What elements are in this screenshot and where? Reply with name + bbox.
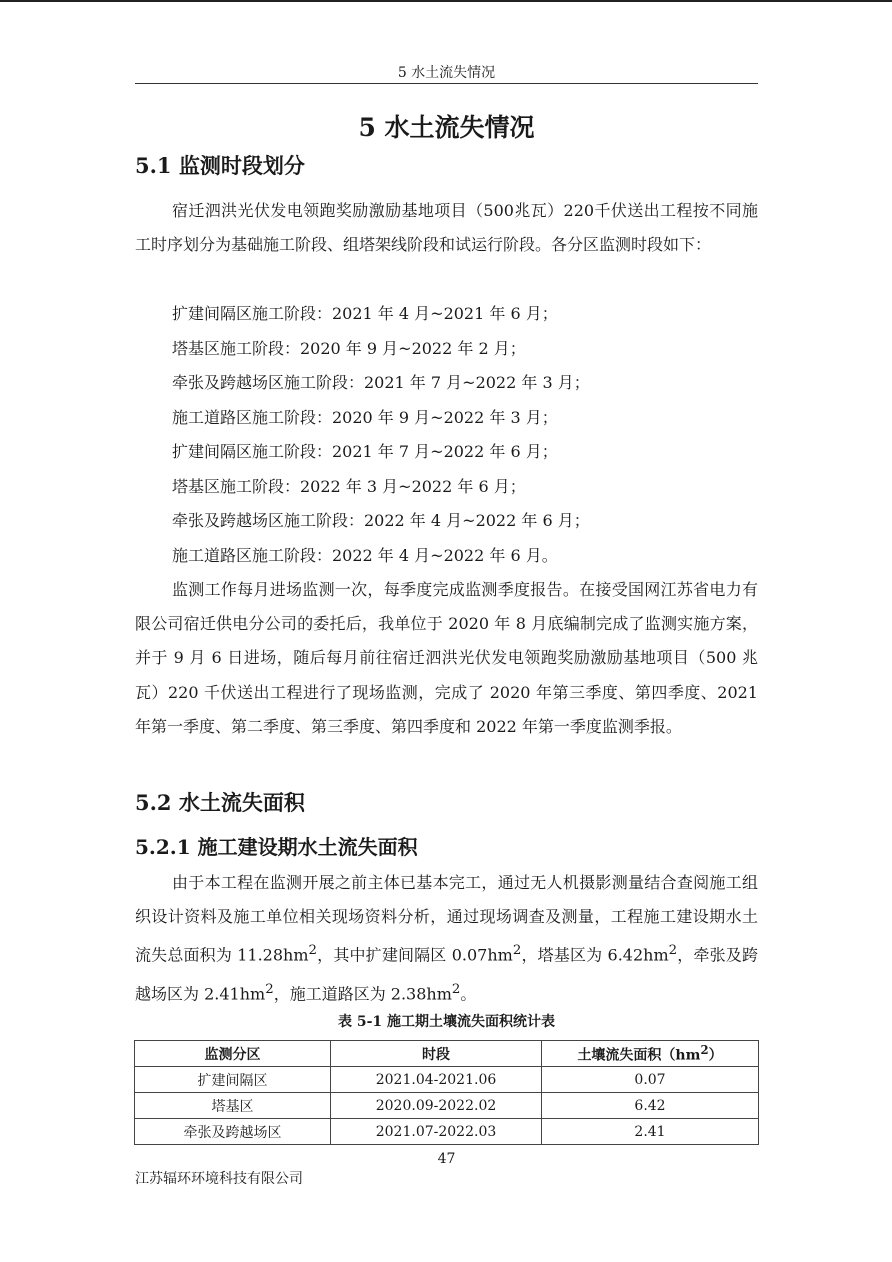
header-rule	[135, 83, 758, 84]
period-line-4: 施工道路区施工阶段：2020 年 9 月~2022 年 3 月；	[172, 408, 558, 427]
table-row	[135, 1067, 759, 1093]
cell-zone: 塔基区	[135, 1093, 331, 1119]
period-line-5: 扩建间隔区施工阶段：2021 年 7 月~2022 年 6 月；	[172, 442, 558, 461]
period-line-8: 施工道路区施工阶段：2022 年 4 月~2022 年 6 月。	[172, 546, 558, 565]
area-text-4: ，牵张及跨越场区为 2.41hm	[135, 945, 758, 1004]
period-line-6: 塔基区施工阶段：2022 年 3 月~2022 年 6 月；	[172, 477, 526, 496]
running-header: 5 水土流失情况	[397, 65, 496, 81]
period-line-2: 塔基区施工阶段：2020 年 9 月~2022 年 2 月；	[172, 339, 526, 358]
col-header-zone: 监测分区	[135, 1041, 331, 1067]
period-line-1: 扩建间隔区施工阶段：2021 年 4 月~2021 年 6 月；	[172, 304, 558, 323]
area-text-5: ，施工道路区为 2.38hm	[273, 984, 452, 1004]
col-header-area-close: ）	[708, 1047, 723, 1064]
col-header-area-text: 土壤流失面积（hm	[577, 1047, 701, 1064]
area-text-6: 。	[460, 984, 477, 1004]
section-5-1-intro: 宿迁泗洪光伏发电领跑奖励激励基地项目（500兆瓦）220千伏送出工程按不同施工时序划分为基础施工阶段、组塔架线阶段和试运行阶段。各分区监测时段如下：	[135, 201, 758, 255]
area-text-2: ，其中扩建间隔区 0.07hm	[317, 945, 513, 965]
sup-2: 2	[668, 943, 678, 959]
sup-2: 2	[265, 981, 274, 997]
table-header-row	[135, 1041, 759, 1067]
cell-period: 2021.07-2022.03	[331, 1119, 542, 1145]
monitoring-work-paragraph: 监测工作每月进场监测一次，每季度完成监测季度报告。在接受国网江苏省电力有限公司宿迁供电分公司的委托后，我单位于 2020 年 8 月底编制完成了监测实施方案，并于 9 月 6 日进场，随后每月前往宿迁泗洪光伏发电领跑奖励激励基地项目（500 兆瓦）220 千伏送出工程进行了现场监测，完成了 2020 年第三季度、第四季度、2021 年第一季度、第二季度、第三季度、第四季度和 2022 年第一季度监测季报。	[135, 580, 758, 736]
cell-period: 2021.04-2021.06	[331, 1067, 542, 1093]
construction-area-paragraph	[135, 866, 758, 1011]
cell-period: 2020.09-2022.02	[331, 1093, 542, 1119]
cell-area: 0.07	[542, 1067, 759, 1093]
cell-area: 6.42	[542, 1093, 759, 1119]
table-caption: 表 5-1 施工期土壤流失面积统计表	[337, 1014, 556, 1030]
sup-2: 2	[308, 943, 317, 959]
period-line-7: 牵张及跨越场区施工阶段：2022 年 4 月~2022 年 6 月；	[172, 511, 590, 530]
sup-2: 2	[451, 981, 461, 997]
section-5-2-1-heading: 5.2.1 施工建设期水土流失面积	[135, 835, 418, 859]
cell-area: 2.41	[542, 1119, 759, 1145]
col-header-area	[542, 1041, 759, 1067]
table-row	[135, 1093, 759, 1119]
soil-loss-table	[134, 1040, 759, 1145]
cell-zone: 牵张及跨越场区	[135, 1119, 331, 1145]
area-text-1: 由于本工程在监测开展之前主体已基本完工，通过无人机摄影测量结合查阅施工组织设计资料及施工单位相关现场资料分析，通过现场调查及测量，工程施工建设期水土流失总面积为 11.28hm	[135, 873, 758, 965]
chapter-title: 5 水土流失情况	[358, 113, 535, 142]
page-number: 47	[437, 1151, 456, 1167]
top-border	[0, 0, 892, 2]
section-5-1-heading: 5.1 监测时段划分	[135, 153, 305, 178]
table-row	[135, 1119, 759, 1145]
sup-2: 2	[512, 943, 522, 959]
footer-company: 江苏辐环环境科技有限公司	[135, 1171, 303, 1187]
section-5-2-heading: 5.2 水土流失面积	[135, 790, 305, 815]
area-text-3: ，塔基区为 6.42hm	[521, 945, 669, 965]
period-line-3: 牵张及跨越场区施工阶段：2021 年 7 月~2022 年 3 月；	[172, 373, 590, 392]
cell-zone: 扩建间隔区	[135, 1067, 331, 1093]
col-header-area-sup: 2	[700, 1042, 709, 1057]
col-header-period: 时段	[331, 1041, 542, 1067]
